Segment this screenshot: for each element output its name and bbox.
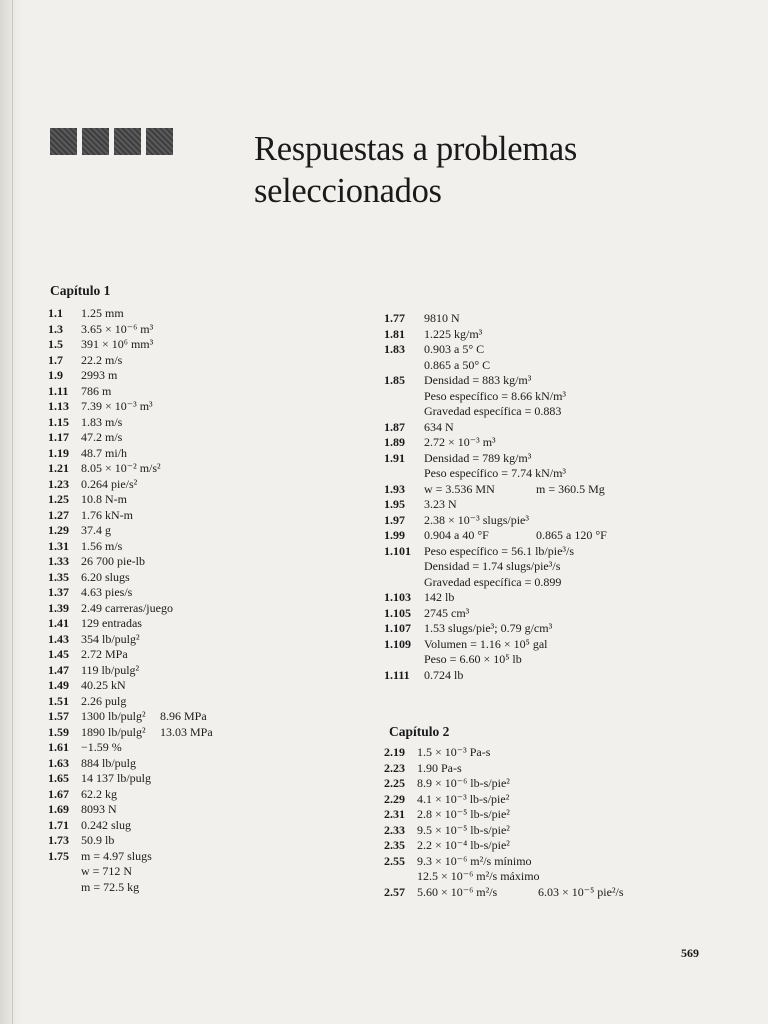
answer-item: [384, 528, 607, 544]
answer-value: 0.242 slug: [81, 817, 132, 832]
answer-item: [48, 802, 173, 818]
problem-number: 1.39: [48, 600, 69, 615]
answer-item: [384, 513, 574, 529]
ornament-square: [146, 128, 173, 155]
problem-number: 1.51: [48, 693, 69, 708]
answer-item: [48, 353, 173, 369]
problem-number: 1.5: [48, 337, 63, 351]
ornament-square: [114, 128, 141, 155]
problem-number: 1.31: [48, 538, 69, 553]
problem-number: 1.41: [48, 616, 69, 630]
page-title-line-2: seleccionados: [254, 172, 442, 210]
answer-value: 0.903 a 5° C: [424, 342, 485, 356]
answer-item: [384, 776, 540, 792]
answer-item: [48, 647, 173, 663]
problem-number: 1.95: [384, 497, 405, 511]
answer-value: 2745 cm³: [424, 605, 470, 620]
problem-number: 1.59: [48, 724, 69, 739]
answer-value: Densidad = 883 kg/m³: [424, 373, 532, 387]
problem-number: 2.19: [384, 745, 405, 759]
answer-value: 119 lb/pulg²: [81, 662, 140, 677]
ornament-square: [82, 128, 109, 155]
answer-item: [48, 724, 213, 741]
answer-item: [384, 342, 574, 358]
answer-value: 8.05 × 10⁻² m/s²: [81, 461, 161, 475]
answer-item: [48, 461, 173, 477]
problem-number: 1.69: [48, 802, 69, 816]
answer-item: [48, 446, 173, 462]
answer-value: Peso específico = 8.66 kN/m³: [424, 388, 567, 403]
chapter-2-heading: Capítulo 2: [389, 724, 450, 739]
problem-number: 1.71: [48, 817, 69, 832]
answer-value: Densidad = 789 kg/m³: [424, 450, 532, 465]
problem-number: 1.91: [384, 450, 405, 465]
answer-item: [384, 420, 574, 436]
problem-number: 1.77: [384, 311, 405, 325]
answer-value: 2993 m: [81, 368, 118, 382]
problem-number: 1.11: [48, 383, 69, 398]
answer-item: [48, 415, 173, 431]
answer-item: [384, 451, 574, 467]
answer-value: 8.9 × 10⁻⁶ lb-s/pie²: [417, 776, 510, 790]
problem-number: 1.23: [48, 476, 69, 491]
problem-number: 1.57: [48, 709, 69, 723]
problem-number: 1.35: [48, 569, 69, 584]
answer-value: Volumen = 1.16 × 10⁵ gal: [424, 636, 548, 651]
answer-value: 2.72 MPa: [81, 647, 128, 661]
answer-value: 354 lb/pulg²: [81, 631, 140, 646]
answer-value: 129 entradas: [81, 616, 142, 630]
answer-value: 6.20 slugs: [81, 569, 130, 584]
answer-value: 2.2 × 10⁻⁴ lb-s/pie²: [417, 838, 510, 852]
problem-number: 1.109: [384, 636, 411, 651]
page-title: [254, 128, 577, 212]
answer-item: [48, 880, 173, 896]
answer-item: [48, 368, 173, 384]
answer-value: 0.904 a 40 °F: [424, 528, 489, 542]
answer-value: 1.76 kN-m: [81, 507, 133, 522]
answer-value: Gravedad específica = 0.899: [424, 574, 562, 589]
answer-value: 1.25 mm: [81, 306, 124, 320]
answer-value: 2.26 pulg: [81, 693, 127, 708]
answer-value: 1890 lb/pulg²: [81, 724, 146, 739]
answer-value: 1.56 m/s: [81, 538, 123, 553]
answer-secondary-value: m = 360.5 Mg: [536, 481, 605, 496]
answer-secondary-value: 0.865 a 120 °F: [536, 528, 607, 542]
chapter-1-heading: Capítulo 1: [50, 283, 111, 298]
answer-item: [384, 327, 574, 343]
page-title-line-1: Respuestas a problemas: [254, 130, 577, 168]
answer-item: [384, 404, 574, 420]
answer-value: Densidad = 1.74 slugs/pie³/s: [424, 559, 561, 573]
problem-number: 2.35: [384, 838, 405, 852]
answer-value: 50.9 lb: [81, 833, 115, 847]
answer-value: 0.865 a 50° C: [424, 357, 491, 372]
problem-number: 1.83: [384, 342, 405, 356]
problem-number: 1.13: [48, 399, 69, 413]
problem-number: 1.87: [384, 419, 405, 434]
answer-value: 3.65 × 10⁻⁶ m³: [81, 321, 154, 336]
problem-number: 1.75: [48, 848, 69, 863]
answer-item: [384, 792, 540, 808]
answer-value: 786 m: [81, 383, 112, 398]
answer-item: [48, 539, 173, 555]
answer-item: [48, 616, 173, 632]
answer-value: Peso = 6.60 × 10⁵ lb: [424, 652, 522, 666]
answer-item: [48, 756, 173, 772]
problem-number: 1.25: [48, 492, 69, 506]
answer-value: 2.38 × 10⁻³ slugs/pie³: [424, 512, 529, 527]
problem-number: 1.105: [384, 605, 411, 620]
answer-item: [384, 823, 540, 839]
answer-item: [384, 497, 574, 513]
answer-item: [48, 849, 173, 865]
problem-number: 1.45: [48, 647, 69, 661]
answer-value: Gravedad específica = 0.883: [424, 404, 562, 418]
answer-value: 9.3 × 10⁻⁶ m²/s mínimo: [417, 853, 532, 868]
answer-item: [384, 358, 574, 374]
answer-item: [48, 694, 173, 710]
problem-number: 1.1: [48, 306, 63, 320]
problem-number: 1.93: [384, 481, 405, 496]
answer-item: [48, 322, 173, 338]
answer-item: [48, 384, 173, 400]
problem-number: 1.85: [384, 373, 405, 387]
problem-number: 1.61: [48, 740, 69, 754]
problem-number: 1.63: [48, 755, 69, 770]
answer-value: 634 N: [424, 419, 454, 434]
problem-number: 1.99: [384, 528, 405, 542]
problem-number: 2.23: [384, 760, 405, 775]
answer-item: [384, 466, 574, 482]
chapter-ornament: [50, 128, 173, 155]
answer-item: [48, 430, 173, 446]
problem-number: 1.17: [48, 430, 69, 444]
answer-item: [384, 544, 574, 560]
problem-number: 1.81: [384, 326, 405, 341]
answer-item: [48, 601, 173, 617]
answer-value: m = 4.97 slugs: [81, 848, 152, 863]
answer-item: [384, 435, 574, 451]
answer-secondary-value: 6.03 × 10⁻⁵ pie²/s: [538, 884, 624, 899]
chapter-1-answers-right: [384, 311, 607, 683]
answer-value: 14 137 lb/pulg: [81, 771, 152, 785]
page-binding-edge: [0, 0, 22, 1024]
answer-item: [384, 590, 574, 606]
answer-item: [48, 554, 173, 570]
answer-item: [384, 807, 540, 823]
answer-value: 7.39 × 10⁻³ m³: [81, 399, 153, 413]
ornament-square: [50, 128, 77, 155]
answer-value: 4.63 pies/s: [81, 585, 133, 599]
answer-value: 2.8 × 10⁻⁵ lb-s/pie²: [417, 807, 510, 821]
answer-value: 26 700 pie-lb: [81, 554, 145, 568]
problem-number: 1.7: [48, 352, 63, 367]
answer-value: 142 lb: [424, 590, 455, 604]
answer-item: [384, 606, 574, 622]
answer-item: [384, 575, 574, 591]
answer-item: [384, 311, 574, 327]
problem-number: 1.107: [384, 621, 411, 635]
answer-item: [48, 477, 173, 493]
answer-item: [384, 869, 540, 885]
answer-item: [48, 337, 173, 353]
problem-number: 1.65: [48, 771, 69, 785]
problem-number: 2.55: [384, 853, 405, 868]
answer-item: [48, 585, 173, 601]
answer-value: 37.4 g: [81, 523, 111, 537]
problem-number: 1.97: [384, 512, 405, 527]
answer-value: w = 712 N: [81, 864, 133, 878]
answer-value: 884 lb/pulg: [81, 755, 137, 770]
answer-value: Peso específico = 56.1 lb/pie³/s: [424, 543, 575, 558]
problem-number: 1.9: [48, 368, 63, 382]
problem-number: 1.111: [384, 667, 410, 682]
answer-item: [48, 864, 173, 880]
answer-value: 2.49 carreras/juego: [81, 600, 173, 615]
answer-value: 391 × 10⁶ mm³: [81, 337, 154, 351]
problem-number: 1.89: [384, 435, 405, 449]
problem-number: 1.49: [48, 678, 69, 692]
problem-number: 1.3: [48, 321, 63, 336]
answer-secondary-value: 8.96 MPa: [160, 709, 207, 723]
answer-item: [48, 570, 173, 586]
answer-item: [384, 652, 574, 668]
answer-item: [48, 833, 173, 849]
answer-item: [384, 884, 624, 901]
chapter-1-answers-left: [48, 306, 213, 895]
answer-value: 4.1 × 10⁻³ lb-s/pie²: [417, 791, 510, 806]
problem-number: 1.103: [384, 590, 411, 604]
answer-item: [384, 621, 574, 637]
answer-item: [48, 787, 173, 803]
problem-number: 2.31: [384, 807, 405, 821]
problem-number: 1.29: [48, 523, 69, 537]
problem-number: 1.47: [48, 662, 69, 677]
problem-number: 1.33: [48, 554, 69, 568]
answer-item: [48, 399, 173, 415]
answer-value: m = 72.5 kg: [81, 879, 140, 894]
answer-value: 40.25 kN: [81, 678, 126, 692]
problem-number: 1.27: [48, 507, 69, 522]
answer-secondary-value: 13.03 MPa: [160, 724, 213, 739]
problem-number: 2.33: [384, 822, 405, 837]
answer-item: [48, 306, 173, 322]
answer-item: [384, 745, 540, 761]
problem-number: 1.21: [48, 461, 69, 475]
answer-item: [48, 523, 173, 539]
problem-number: 1.15: [48, 414, 69, 429]
answer-value: 1.83 m/s: [81, 414, 123, 429]
answer-value: 9810 N: [424, 311, 460, 325]
answer-value: 10.8 N-m: [81, 492, 127, 506]
answer-value: 0.724 lb: [424, 667, 464, 682]
answer-item: [384, 637, 574, 653]
answer-item: [48, 632, 173, 648]
problem-number: 1.43: [48, 631, 69, 646]
answer-item: [384, 838, 540, 854]
answer-item: [48, 678, 173, 694]
answer-item: [384, 373, 574, 389]
answer-item: [48, 740, 173, 756]
problem-number: 1.101: [384, 543, 411, 558]
answer-item: [48, 771, 173, 787]
problem-number: 2.25: [384, 776, 405, 790]
answer-item: [384, 389, 574, 405]
problem-number: 1.37: [48, 585, 69, 599]
answer-item: [384, 559, 574, 575]
answer-item: [384, 854, 540, 870]
page-number: 569: [681, 946, 699, 960]
problem-number: 1.67: [48, 786, 69, 801]
answer-value: 9.5 × 10⁻⁵ lb-s/pie²: [417, 822, 510, 837]
answer-value: 5.60 × 10⁻⁶ m²/s: [417, 884, 498, 899]
answer-value: 8093 N: [81, 802, 117, 816]
answer-item: [384, 668, 574, 684]
answer-item: [48, 818, 173, 834]
answer-value: 62.2 kg: [81, 786, 117, 801]
answer-value: 0.264 pie/s²: [81, 476, 138, 491]
answer-value: 22.2 m/s: [81, 352, 123, 367]
answer-value: 1300 lb/pulg²: [81, 709, 146, 723]
answer-item: [384, 761, 540, 777]
answer-value: 48.7 mi/h: [81, 445, 128, 460]
problem-number: 1.73: [48, 833, 69, 847]
problem-number: 2.29: [384, 791, 405, 806]
answer-value: Peso específico = 7.74 kN/m³: [424, 466, 567, 480]
answer-item: [384, 481, 605, 498]
answer-item: [48, 508, 173, 524]
problem-number: 1.19: [48, 445, 69, 460]
problem-number: 2.57: [384, 884, 405, 899]
answer-value: 1.225 kg/m³: [424, 326, 483, 341]
page-binding-line: [12, 0, 13, 1024]
answer-item: [48, 709, 207, 725]
answer-value: 1.90 Pa-s: [417, 760, 462, 775]
answer-value: −1.59 %: [81, 740, 122, 754]
answer-value: w = 3.536 MN: [424, 481, 495, 496]
chapter-2-answers: [384, 745, 624, 900]
answer-value: 1.53 slugs/pie³; 0.79 g/cm³: [424, 621, 553, 635]
answer-item: [48, 663, 173, 679]
answer-value: 12.5 × 10⁻⁶ m²/s máximo: [417, 869, 540, 883]
answer-value: 2.72 × 10⁻³ m³: [424, 435, 496, 449]
answer-value: 1.5 × 10⁻³ Pa-s: [417, 745, 491, 759]
answer-item: [48, 492, 173, 508]
answer-value: 3.23 N: [424, 497, 457, 511]
answer-value: 47.2 m/s: [81, 430, 123, 444]
